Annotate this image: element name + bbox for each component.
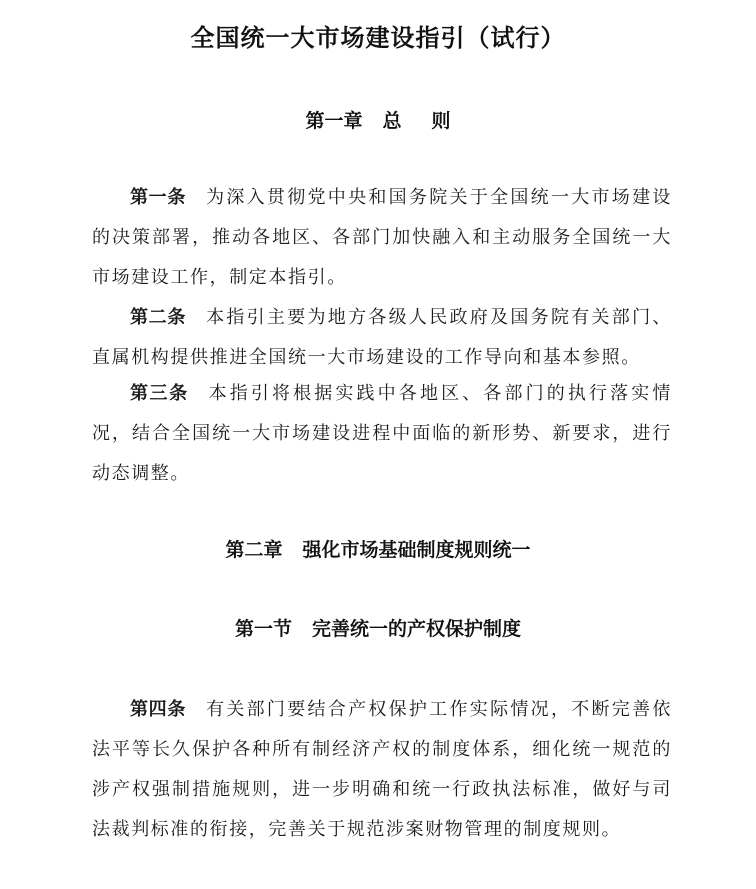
chapter-1-title-part1: 总	[382, 110, 432, 132]
chapter-2-number: 第二章	[225, 539, 283, 561]
chapter-1-title-part2: 则	[431, 110, 451, 132]
chapter-1-heading	[0, 106, 756, 136]
article-1-text: 为深入贯彻党中央和国务院关于全国统一大市场建设的决策部署，推动各地区、各部门加快融入和主动服务全国统一大市场建设工作，制定本指引。	[92, 187, 672, 288]
article-2-label: 第二条	[130, 307, 187, 328]
article-3-text: 本指引将根据实践中各地区、各部门的执行落实情况，结合全国统一大市场建设进程中面临的新形势、新要求，进行动态调整。	[92, 383, 673, 484]
article-4	[92, 690, 672, 850]
article-3-label: 第三条	[130, 383, 189, 404]
chapter-1-number: 第一章	[305, 110, 363, 132]
section-1-number: 第一节	[234, 618, 292, 640]
chapter-2-heading	[0, 535, 756, 565]
article-1	[92, 178, 672, 298]
article-2-text: 本指引主要为地方各级人民政府及国务院有关部门、直属机构提供推进全国统一大市场建设的工作导向和基本参照。	[92, 307, 672, 368]
article-3	[92, 374, 672, 494]
document-title: 全国统一大市场建设指引（试行）	[190, 24, 566, 52]
section-1-heading	[0, 614, 756, 644]
article-2	[92, 298, 672, 378]
article-4-label: 第四条	[130, 699, 187, 720]
section-1-title: 完善统一的产权保护制度	[312, 618, 522, 640]
article-1-label: 第一条	[130, 187, 187, 208]
chapter-2-title: 强化市场基础制度规则统一	[302, 539, 531, 561]
article-4-text: 有关部门要结合产权保护工作实际情况，不断完善依法平等长久保护各种所有制经济产权的制度体系，细化统一规范的涉产权强制措施规则，进一步明确和统一行政执法标准，做好与司法裁判标准的衔接，完善关于规范涉案财物管理的制度规则。	[92, 699, 672, 840]
